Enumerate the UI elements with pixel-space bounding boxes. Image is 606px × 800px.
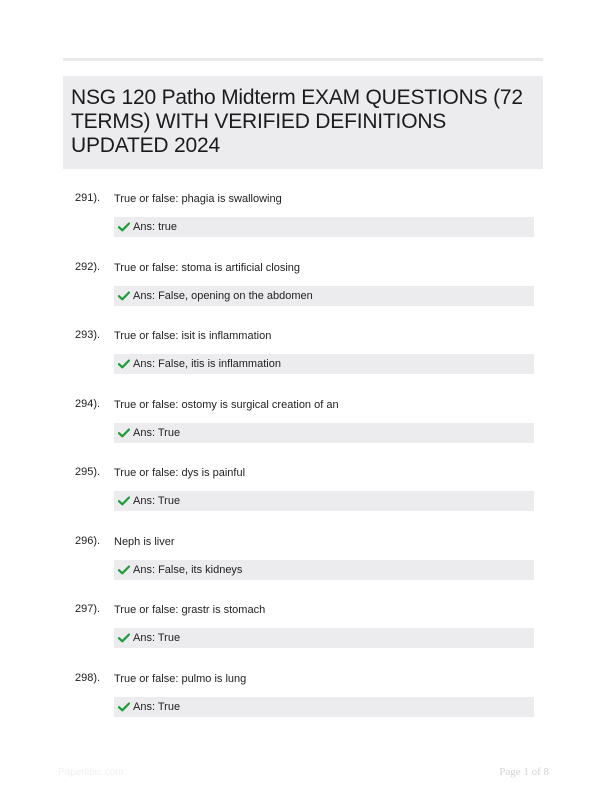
answer-box: [114, 628, 534, 648]
answer-box: [114, 354, 534, 374]
question-text: True or false: ostomy is surgical creation of an: [114, 398, 339, 411]
question-item: [0, 324, 606, 393]
answer-text: Ans: True: [133, 495, 181, 507]
footer-watermark: Paperlibic.com: [58, 767, 124, 778]
page-number: Page 1 of 8: [499, 766, 549, 778]
question-number: 293).: [75, 329, 101, 341]
check-icon: [118, 222, 130, 232]
question-text: True or false: phagia is swallowing: [114, 193, 282, 205]
question-item: [0, 667, 606, 736]
answer-text: Ans: False, opening on the abdomen: [133, 289, 313, 302]
question-number: 291).: [75, 192, 101, 204]
question-item: [0, 598, 606, 667]
question-text: True or false: dys is painful: [114, 467, 246, 479]
answer-box: [114, 697, 534, 717]
title-banner: [63, 76, 543, 169]
answer-text: Ans: True: [133, 632, 181, 644]
answer-box: [114, 286, 534, 306]
document-title: NSG 120 Patho Midterm EXAM QUESTIONS (72 TERMS) WITH VERIFIED DEFINITIONS UPDATED 2024: [71, 86, 523, 157]
answer-text: Ans: true: [133, 221, 178, 233]
check-icon: [118, 359, 130, 369]
question-text: True or false: pulmo is lung: [114, 672, 247, 685]
question-text: Neph is liver: [114, 535, 175, 548]
answer-text: Ans: True: [133, 426, 181, 439]
question-number: 298).: [75, 671, 101, 684]
check-icon: [118, 633, 130, 643]
answer-text: Ans: True: [133, 700, 181, 713]
question-item: [0, 461, 606, 530]
question-item: [0, 256, 606, 325]
question-number: 294).: [75, 397, 101, 410]
check-icon: [118, 565, 130, 575]
check-icon: [118, 496, 130, 506]
question-number: 297).: [75, 603, 101, 615]
question-text: True or false: stoma is artificial closing: [114, 261, 301, 274]
question-item: [0, 530, 606, 599]
question-text: True or false: isit is inflammation: [114, 330, 272, 342]
question-number: 292).: [75, 260, 101, 273]
answer-text: Ans: False, itis is inflammation: [133, 358, 281, 370]
question-number: 296).: [75, 534, 101, 547]
answer-box: [114, 491, 534, 511]
check-icon: [118, 428, 130, 438]
question-list: [0, 187, 606, 735]
question-text: True or false: grastr is stomach: [114, 604, 266, 616]
answer-box: [114, 560, 534, 580]
check-icon: [118, 291, 130, 301]
question-number: 295).: [75, 466, 101, 478]
question-item: [0, 187, 606, 256]
header-divider: [63, 58, 543, 61]
answer-text: Ans: False, its kidneys: [133, 563, 243, 576]
question-item: [0, 393, 606, 462]
answer-box: [114, 217, 534, 237]
answer-box: [114, 423, 534, 443]
check-icon: [118, 702, 130, 712]
